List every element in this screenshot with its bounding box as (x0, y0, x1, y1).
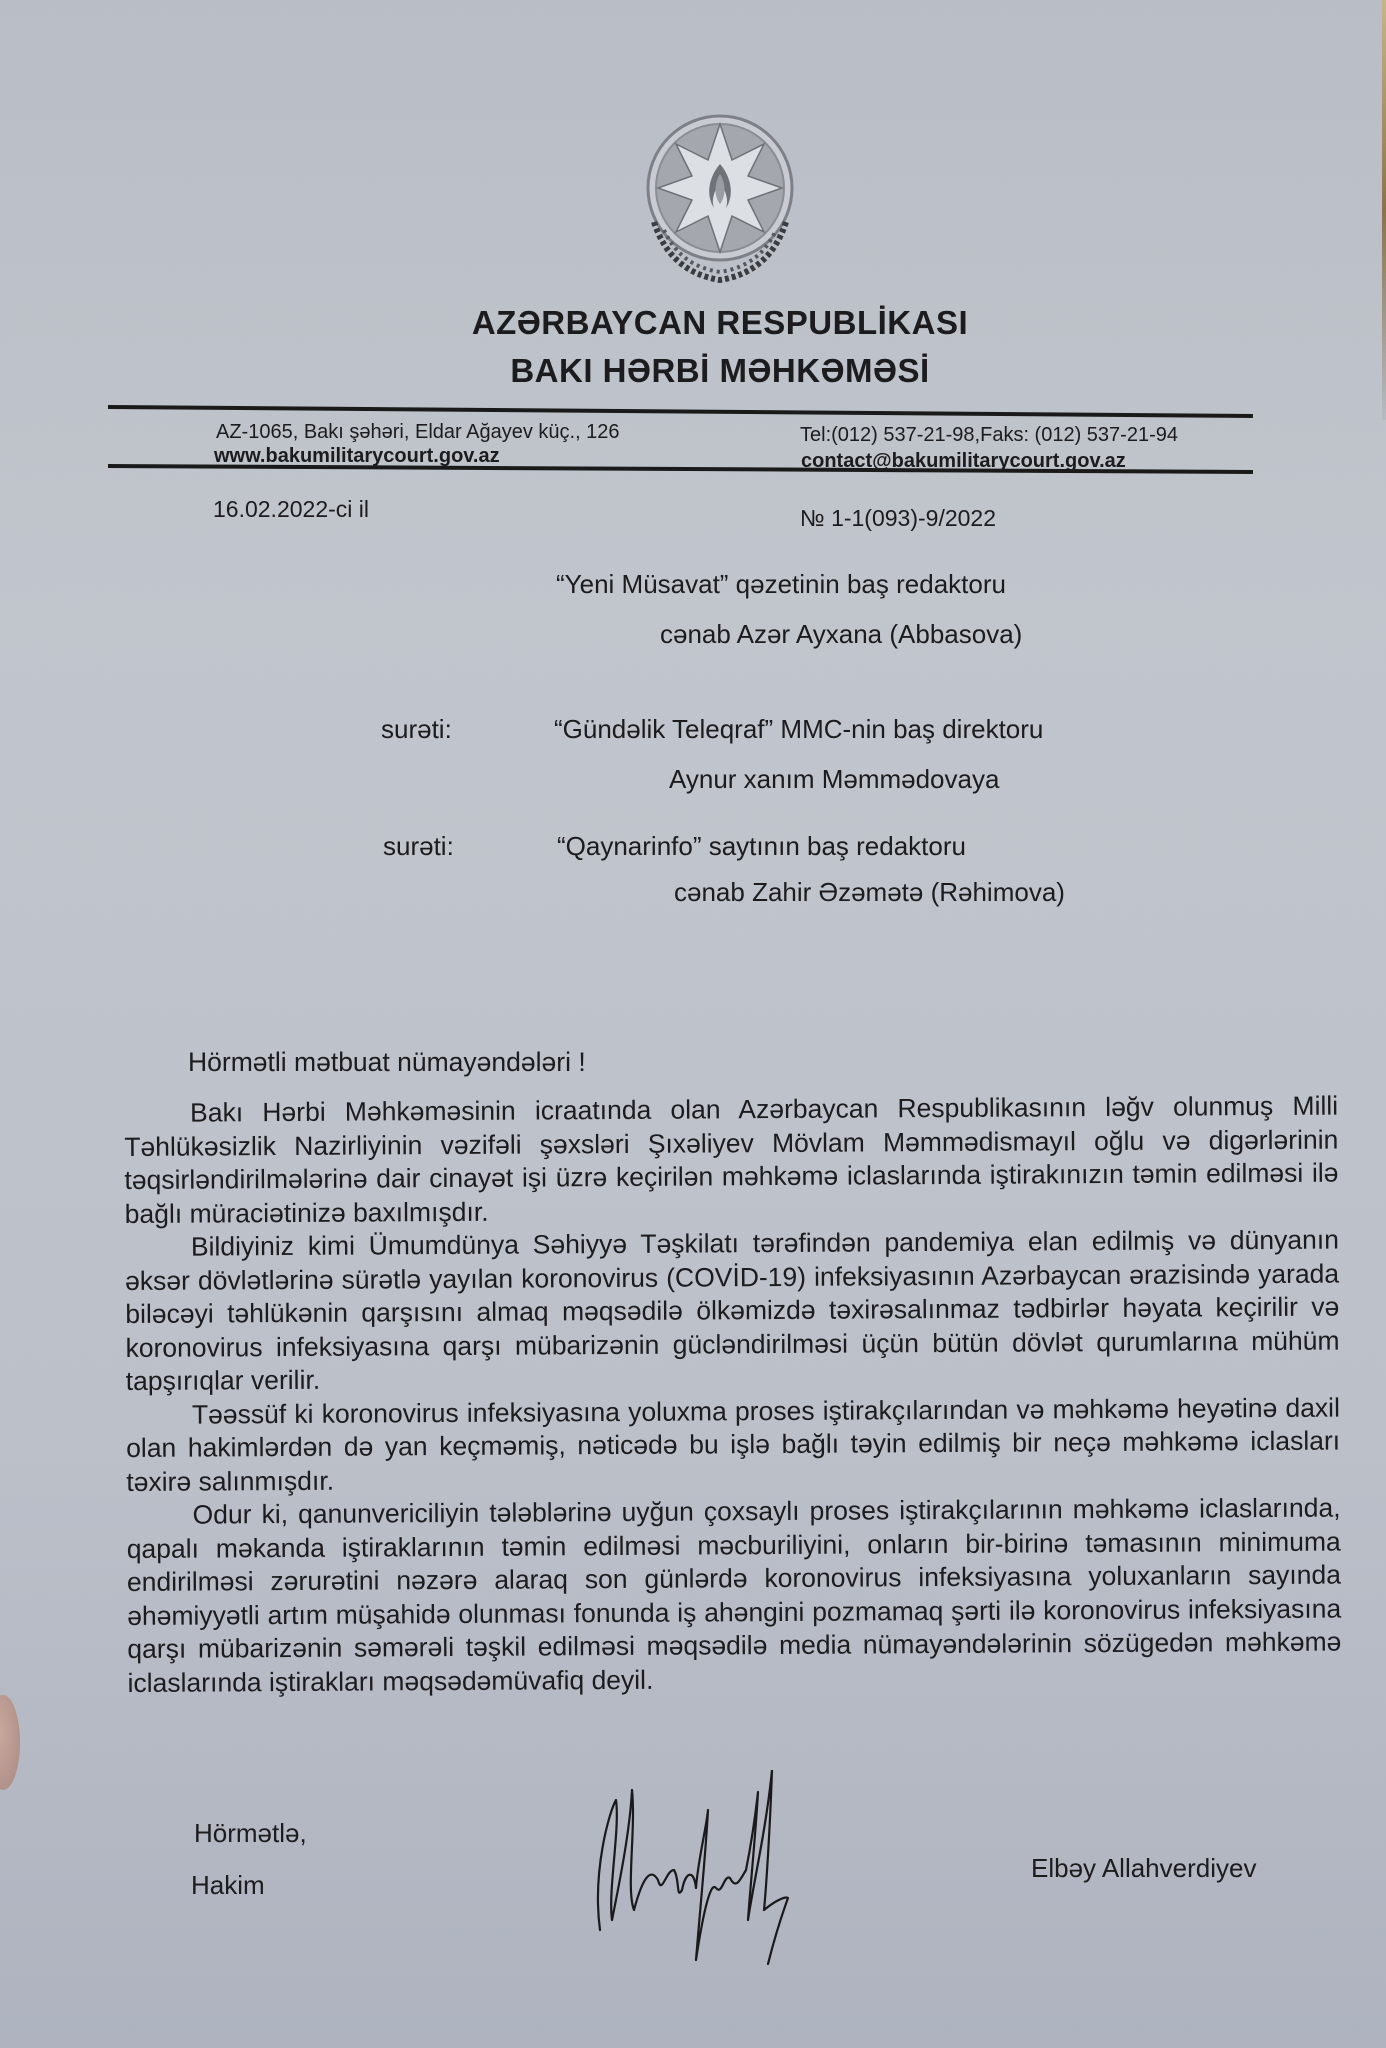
signer-name: Elbəy Allahverdiyev (1031, 1853, 1257, 1883)
country-title: AZƏRBAYCAN RESPUBLİKASI (471, 304, 969, 341)
copy-recipient-title: “Gündəlik Teleqraf” MMC-nin baş direktoru (554, 714, 1044, 744)
header-rule-top (108, 405, 1253, 418)
handwritten-signature-icon (590, 1770, 930, 1980)
primary-recipient-name: cənab Azər Ayxana (Abbasova) (660, 619, 1023, 649)
copy-recipient-title: “Qaynarinfo” saytının baş redaktoru (557, 831, 966, 861)
letter-body (124, 1090, 1342, 1700)
court-address: AZ-1065, Bakı şəhəri, Eldar Ağayev küç., 126 (216, 421, 620, 443)
copy-label: surəti: (383, 831, 454, 861)
copy-recipient-name: cənab Zahir Əzəmətə (Rəhimova) (674, 877, 1065, 907)
signer-position: Hakim (191, 1870, 265, 1900)
court-website-link[interactable]: www.bakumilitarycourt.gov.az (214, 445, 500, 467)
closing-regards: Hörmətlə, (194, 1818, 307, 1848)
body-paragraph: Odur ki, qanunvericiliyin tələblərinə uyğun çoxsaylı proses iştirakçılarının məhkəmə iclaslarında, qapalı məkanda iştiraklarının təmin edilməsi məcburiliyini, onların bir-birinə təmasının minimuma endirilməsi zərurətini nəzərə alaraq son günlərdə koronovirus infeksiyasına yoluxanların sayında əhəmiyyətli artım müşahidə olunması fonunda iş ahəngini pozmamaq şərti ilə koronovirus infeksiyasına qarşı mübarizənin səmərəli təşkil edilməsi məqsədilə media nümayəndələrinin sözügedən məhkəmə iclaslarında iştirakları məqsədəmüvafiq deyil. (126, 1492, 1342, 1698)
azerbaijan-state-emblem-icon (640, 112, 800, 292)
court-email-link[interactable]: contact@bakumilitarycourt.gov.az (801, 450, 1126, 472)
court-phone-fax: Tel:(012) 537-21-98,Faks: (012) 537-21-94 (800, 424, 1178, 446)
salutation: Hörmətli mətbuat nümayəndələri ! (188, 1047, 586, 1077)
body-paragraph: Bildiyiniz kimi Ümumdünya Səhiyyə Təşkilatı tərəfindən pandemiya elan edilmiş və dünyanın əksər dövlətlərinə sürətlə yayılan koronovirus (COVİD-19) infeksiyasının Azərbaycan ərazisində yarada biləcəyi təhlükənin qarşısını almaq məqsədilə ölkəmizdə təxirəsalınmaz tədbirlər həyata keçirilir və koronovirus infeksiyasına qarşı mübarizənin gücləndirilməsi üçün bütün dövlət qurumlarına mühüm tapşırıqlar verilir. (125, 1224, 1340, 1396)
reference-number: № 1-1(093)-9/2022 (800, 505, 997, 531)
court-title: BAKI HƏRBİ MƏHKƏMƏSİ (510, 352, 930, 389)
copy-label: surəti: (381, 714, 452, 744)
body-paragraph: Təəssüf ki koronovirus infeksiyasına yoluxma proses iştirakçılarından və məhkəmə heyətinə daxil olan hakimlərdən də yan keçməmiş, nəticədə bu işlə bağlı təyin edilmiş bir neçə məhkəmə iclasları təxirə salınmışdır. (126, 1392, 1341, 1497)
thumb-holding-paper (0, 1695, 20, 1790)
primary-recipient-title: “Yeni Müsavat” qəzetinin baş redaktoru (556, 569, 1006, 599)
copy-recipient-name: Aynur xanım Məmmədovaya (669, 764, 1000, 794)
letter-date: 16.02.2022-ci il (213, 496, 369, 522)
body-paragraph: Bakı Hərbi Məhkəməsinin icraatında olan Azərbaycan Respublikasının ləğv olunmuş Milli Təhlükəsizlik Nazirliyinin vəzifəli şəxsləri Şıxəliyev Mövlam Məmmədismayıl oğlu və digərlərinin təqsirləndirilmələrinə dair cinayət işi üzrə keçirilən məhkəmə iclaslarında iştirakınızın təmin edilməsi ilə bağlı müraciətinizə baxılmışdır. (124, 1090, 1339, 1229)
